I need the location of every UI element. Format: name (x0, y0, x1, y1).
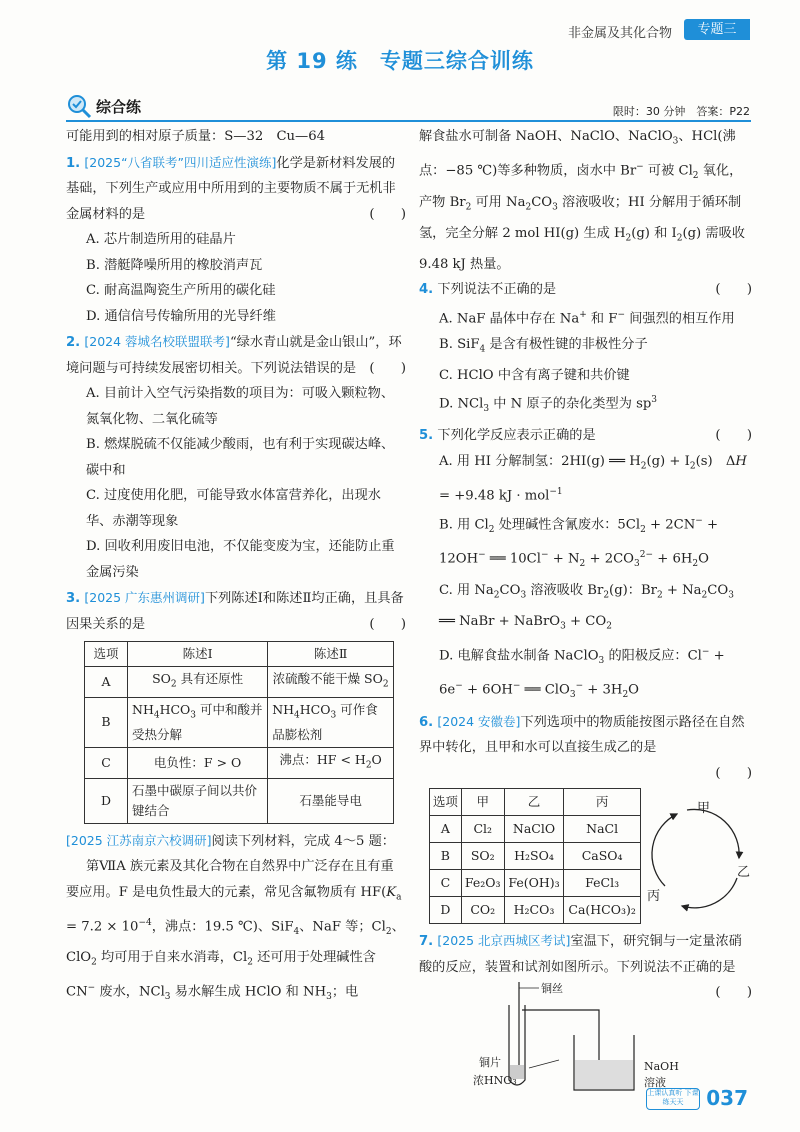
page-number: 037 (706, 1086, 748, 1110)
left-column (66, 124, 406, 1011)
question-4: 4. 下列说法不正确的是 ( ) A. NaF 晶体中存在 Na+ 和 F− 间强烈的相互作用 B. SiF$_4$ 是含有极性键的非极性分子 C. HClO 中含有离子键和共价键 D. NCl$_3$ 中 N 原子的杂化类型为 $sp^3$ (419, 282, 752, 415)
page-title: 第 19 练 专题三综合训练 (266, 49, 534, 73)
q6-header: 甲 (461, 789, 504, 816)
question-6: 6. [2024 安徽卷]下列选项中的物质能按图示路径在自然界中转化，且甲和水可以直接生成乙的是 ( ) 选项 甲 乙 丙 A Cl₂ NaClO NaCl B SO₂ H₂SO₄ CaSO₄ C Fe₂O₃ Fe(OH)₃ FeCl₃ D CO₂ H₂CO₃ Ca(HCO₃)₂ 甲 乙 丙 (419, 709, 752, 929)
material-continued: 解食盐水可制备 NaOH、NaClO、NaClO$_3$、HCl(沸点：−85 ℃)等多种物质，卤水中 Br− 可被 $Cl_2$ 氧化，产物 $Br_2$ 可用 $Na_2CO_3$ 溶液吸收；HI 分解用于循环制氢，完全分解 2 mol HI(g) 生成 $H_2(g)$ 和 $I_2(g)$ 需吸收 9.48 kJ 热量。 (419, 129, 745, 272)
q6-header: 选项 (430, 789, 462, 816)
q3-header: 陈述Ⅱ (268, 642, 394, 667)
conversion-cycle-diagram (647, 788, 752, 928)
q6-header: 乙 (504, 789, 564, 816)
q3-table: 选项 陈述Ⅰ 陈述Ⅱ A $SO_2$ 具有还原性 浓硫酸不能干燥 $SO_2$ B $NH_4HCO_3$ 可中和酸并受热分解 $NH_4HCO_3$ 可作食品膨松剂 C 电负性：F > O 沸点：HF < $H_2O$ D 石墨中碳原子间以共价键结合 石墨能导电 (84, 641, 394, 824)
q6-cell: Fe(OH)₃ (504, 870, 564, 897)
cycle-yi: 乙 (737, 865, 751, 881)
footer-tag: 上课认真听 下课练天天 (646, 1088, 700, 1110)
cycle-jia: 甲 (697, 801, 711, 817)
label-solution: 溶液 (644, 1076, 666, 1090)
magnifier-icon (66, 93, 92, 119)
q6-cell: NaClO (504, 816, 564, 843)
question-1: 1. [2025“八省联考”四川适应性演练]化学是新材料发展的基础，下列生产或应用中所用到的主要物质不属于无机非金属材料的是 ( ) A. 芯片制造所用的硅晶片 B. 潜艇降噪所用的橡胶消声瓦 C. 耐高温陶瓷生产所用的碳化硅 D. 通信信号传输所用的光导纤维 (66, 154, 406, 324)
q6-cell: C (430, 870, 462, 897)
q6-cell: FeCl₃ (564, 870, 641, 897)
q6-cell: CO₂ (461, 897, 504, 924)
chapter-subject: 非金属及其化合物 (567, 26, 672, 41)
q6-cell: D (430, 897, 462, 924)
apparatus-diagram (459, 980, 699, 1100)
q6-cell: H₂CO₃ (504, 897, 564, 924)
question-5: 5. 下列化学反应表示正确的是 ( ) A. 用 HI 分解制氢：2HI(g) ══ $H_2(g) + I_2(s)$ ΔH = +9.48 kJ · mol$^{-1}$ B. 用 $Cl_2$ 处理碱性含氰废水：$5Cl_2 + 2CN^- + 12OH^-$ ══ $10Cl^- + N_2 + 2CO_3^{2-} + 6H_2O$ C. 用 $Na_2CO_3$ 溶液吸收 $Br_2(g)$：$Br_2 + Na_2CO_3$ ══ NaBr + NaBrO$_3$ + $CO_2$ D. 电解食盐水制备 NaClO$_3$ 的阳极反应：Cl− + 6e− + 6OH− ══ $ClO_3^- + 3H_2O$ (419, 428, 752, 701)
chapter-tag: 专题三 (684, 19, 750, 40)
material-4-5: [2025 江苏南京六校调研]阅读下列材料，完成 4～5 题： 第ⅦA 族元素及其化合物在自然界中广泛存在且有重要应用。F 是电负性最大的元素，常见含氟物质有 $HF(K_a = 7.2 \times 10^{-4}$，沸点：19.5 ℃)、SiF$_4$、NaF 等；$Cl_2$、ClO$_2$ 均可用于自来水消毒，$Cl_2$ 还可用于处理碱性含 CN− 废水，NCl$_3$ 易水解生成 HClO 和 $NH_3$；电 (66, 832, 405, 1003)
q6-header: 丙 (564, 789, 641, 816)
section-label: 综合练 (96, 98, 142, 116)
q6-cell: CaSO₄ (564, 843, 641, 870)
q6-cell: SO₂ (461, 843, 504, 870)
label-naoh: NaOH (644, 1060, 679, 1074)
label-copper: 铜片 (479, 1056, 501, 1070)
q3-header: 选项 (85, 642, 128, 667)
q6-cell: B (430, 843, 462, 870)
q6-cell: A (430, 816, 462, 843)
question-2: 2. [2024 蓉城名校联盟联考]“绿水青山就是金山银山”，环境问题与可持续发展密切相关。下列说法错误的是 ( ) A. 目前计入空气污染指数的项目为：可吸入颗粒物、氮氧化物、二氧化硫等 B. 燃煤脱硫不仅能减少酸雨，也有利于实现碳达峰、碳中和 C. 过度使用化肥，可能导致水体富营养化，出现水华、赤潮等现象 D. 回收利用废旧电池，不仅能变废为宝，还能防止重金属污染 (66, 334, 406, 580)
q6-cell: Ca(HCO₃)₂ (564, 897, 641, 924)
cycle-bing: 丙 (647, 889, 661, 905)
question-7: 7. [2025 北京西城区考试]室温下，研究铜与一定量浓硝酸的反应，装置和试剂如图所示。下列说法不正确的是 ( ) 铜丝 铜片 浓HNO₃ NaOH 溶液 (419, 928, 752, 1110)
section-divider (66, 120, 751, 122)
label-acid: 浓HNO₃ (473, 1074, 517, 1088)
q6-cell: NaCl (564, 816, 641, 843)
q6-cell: Fe₂O₃ (461, 870, 504, 897)
q6-cell: H₂SO₄ (504, 843, 564, 870)
q6-cell: Cl₂ (461, 816, 504, 843)
question-3: 3. [2025 广东惠州调研]下列陈述Ⅰ和陈述Ⅱ均正确，且具备因果关系的是 ( ) 选项 陈述Ⅰ 陈述Ⅱ A $SO_2$ 具有还原性 浓硫酸不能干燥 $SO_2$ B $NH_4HCO_3$ 可中和酸并受热分解 $NH_4HCO_3$ 可作食品膨松剂 C 电负性：F > O 沸点：HF < $H_2O$ D 石墨中碳原子间以共价键结合 石墨能导电 (66, 585, 406, 824)
time-answer-info: 限时：30 分钟 答案：P22 (612, 105, 750, 118)
atomic-masses: 可能用到的相对原子质量：S—32 Cu—64 (66, 129, 325, 144)
label-wire: 铜丝 (541, 982, 563, 996)
q3-header: 陈述Ⅰ (128, 642, 268, 667)
right-column (419, 124, 752, 1110)
q6-table (429, 788, 641, 924)
